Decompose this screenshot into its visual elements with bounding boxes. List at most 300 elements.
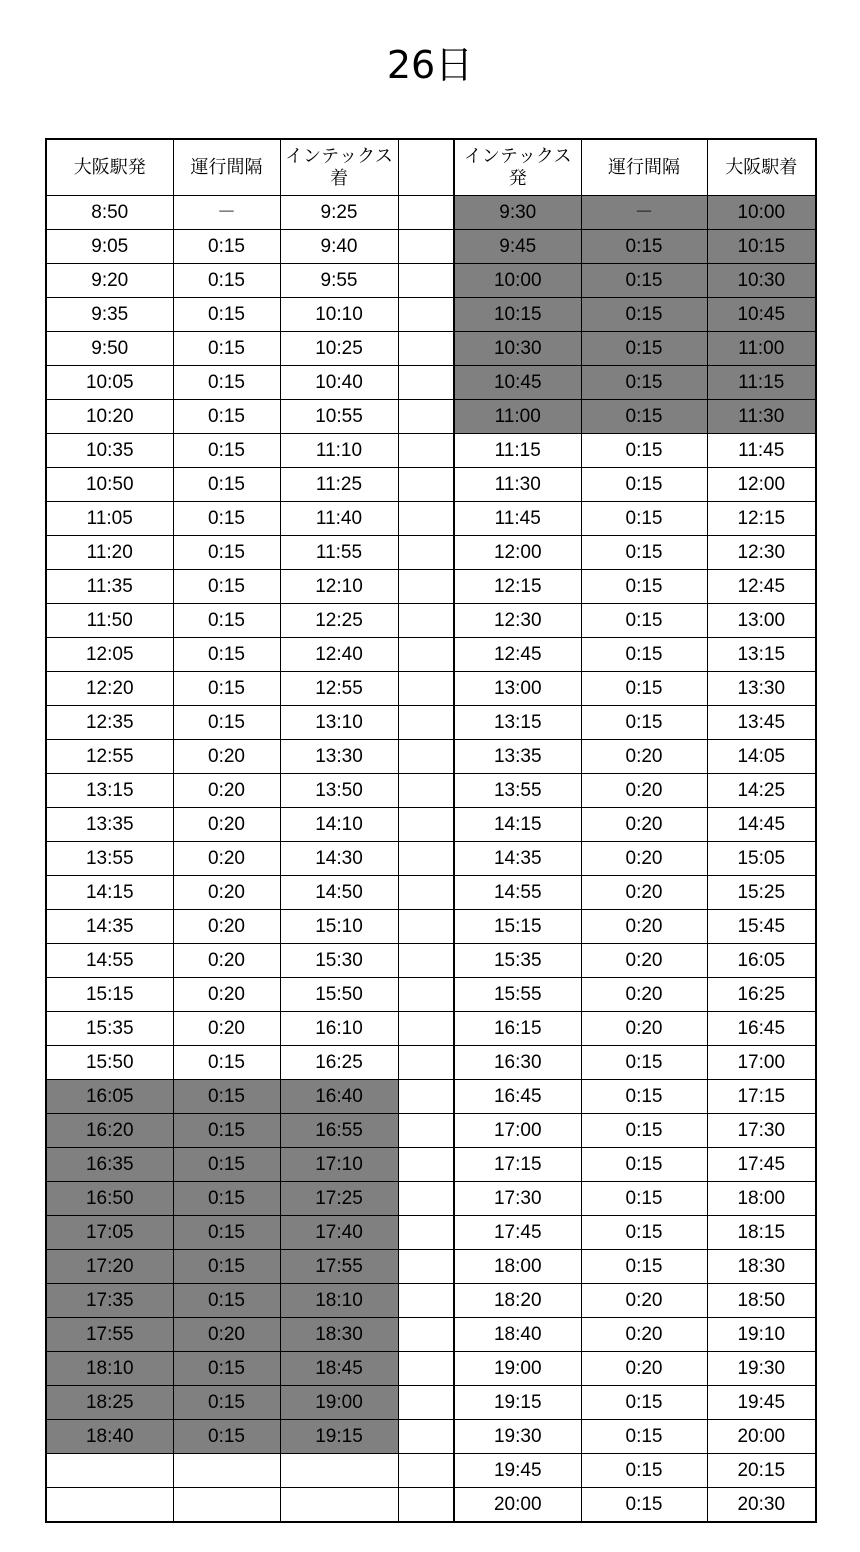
- table-row: [46, 1318, 816, 1352]
- cell-interval-outbound: 0:15: [173, 1386, 280, 1420]
- cell-interval-return: 0:20: [581, 1318, 707, 1352]
- cell-spacer: [398, 876, 454, 910]
- cell-osaka-arrival: 15:45: [707, 910, 816, 944]
- cell-interval-outbound: 0:15: [173, 706, 280, 740]
- cell-spacer: [398, 1488, 454, 1523]
- cell-interval-return: 0:15: [581, 298, 707, 332]
- cell-intex-departure: 10:45: [454, 366, 581, 400]
- cell-osaka-arrival: 13:30: [707, 672, 816, 706]
- cell-osaka-arrival: 16:25: [707, 978, 816, 1012]
- cell-osaka-departure: 16:20: [46, 1114, 173, 1148]
- cell-intex-arrival: 11:55: [280, 536, 398, 570]
- cell-intex-arrival: 11:40: [280, 502, 398, 536]
- cell-spacer: [398, 944, 454, 978]
- cell-spacer: [398, 1318, 454, 1352]
- cell-spacer: [398, 366, 454, 400]
- cell-intex-departure: 16:15: [454, 1012, 581, 1046]
- cell-interval-outbound: 0:20: [173, 978, 280, 1012]
- cell-intex-departure: 11:30: [454, 468, 581, 502]
- cell-spacer: [398, 1046, 454, 1080]
- header-interval-return: 運行間隔: [581, 139, 707, 196]
- cell-interval-return: 0:15: [581, 502, 707, 536]
- cell-osaka-arrival: 12:45: [707, 570, 816, 604]
- cell-osaka-departure: 13:15: [46, 774, 173, 808]
- cell-osaka-arrival: 20:00: [707, 1420, 816, 1454]
- cell-osaka-departure: 12:20: [46, 672, 173, 706]
- cell-osaka-departure: [46, 1454, 173, 1488]
- cell-osaka-arrival: 17:30: [707, 1114, 816, 1148]
- cell-osaka-departure: 10:50: [46, 468, 173, 502]
- cell-interval-outbound: 0:15: [173, 1420, 280, 1454]
- cell-osaka-departure: 11:05: [46, 502, 173, 536]
- cell-osaka-departure: 18:25: [46, 1386, 173, 1420]
- cell-interval-return: 0:20: [581, 1284, 707, 1318]
- cell-interval-return: 0:20: [581, 876, 707, 910]
- cell-osaka-arrival: 13:00: [707, 604, 816, 638]
- cell-osaka-arrival: 18:00: [707, 1182, 816, 1216]
- cell-osaka-arrival: 10:45: [707, 298, 816, 332]
- cell-spacer: [398, 434, 454, 468]
- cell-intex-arrival: 17:55: [280, 1250, 398, 1284]
- cell-osaka-departure: 15:50: [46, 1046, 173, 1080]
- cell-intex-arrival: 13:50: [280, 774, 398, 808]
- cell-osaka-arrival: 15:05: [707, 842, 816, 876]
- cell-intex-arrival: 15:50: [280, 978, 398, 1012]
- cell-interval-outbound: 0:15: [173, 502, 280, 536]
- cell-interval-return: 0:15: [581, 1454, 707, 1488]
- cell-interval-outbound: 0:15: [173, 604, 280, 638]
- table-row: [46, 230, 816, 264]
- cell-osaka-departure: 12:35: [46, 706, 173, 740]
- table-row: [46, 264, 816, 298]
- cell-intex-departure: 12:45: [454, 638, 581, 672]
- cell-osaka-arrival: 10:00: [707, 196, 816, 230]
- cell-osaka-arrival: 15:25: [707, 876, 816, 910]
- cell-interval-return: 0:20: [581, 944, 707, 978]
- cell-interval-outbound: 0:15: [173, 1080, 280, 1114]
- cell-interval-return: 0:20: [581, 774, 707, 808]
- cell-spacer: [398, 1352, 454, 1386]
- cell-intex-departure: 9:45: [454, 230, 581, 264]
- cell-intex-arrival: [280, 1488, 398, 1523]
- cell-osaka-arrival: 17:15: [707, 1080, 816, 1114]
- cell-interval-return: 0:15: [581, 1420, 707, 1454]
- table-row: [46, 468, 816, 502]
- cell-intex-departure: 19:30: [454, 1420, 581, 1454]
- cell-interval-outbound: －: [173, 196, 280, 230]
- cell-intex-departure: 11:00: [454, 400, 581, 434]
- cell-osaka-arrival: 13:45: [707, 706, 816, 740]
- table-row: [46, 706, 816, 740]
- cell-osaka-departure: 10:05: [46, 366, 173, 400]
- cell-spacer: [398, 570, 454, 604]
- header-row: [46, 139, 816, 196]
- cell-intex-departure: 17:00: [454, 1114, 581, 1148]
- cell-intex-arrival: 11:25: [280, 468, 398, 502]
- cell-intex-arrival: 12:40: [280, 638, 398, 672]
- cell-osaka-arrival: 14:05: [707, 740, 816, 774]
- cell-spacer: [398, 774, 454, 808]
- cell-osaka-departure: 9:05: [46, 230, 173, 264]
- cell-spacer: [398, 1114, 454, 1148]
- cell-intex-departure: 13:35: [454, 740, 581, 774]
- cell-interval-outbound: 0:15: [173, 366, 280, 400]
- cell-intex-arrival: 19:00: [280, 1386, 398, 1420]
- cell-interval-return: 0:15: [581, 1386, 707, 1420]
- cell-osaka-departure: 18:10: [46, 1352, 173, 1386]
- table-row: [46, 944, 816, 978]
- cell-spacer: [398, 1080, 454, 1114]
- cell-intex-departure: 10:15: [454, 298, 581, 332]
- header-osaka-departure: 大阪駅発: [46, 139, 173, 196]
- table-row: [46, 740, 816, 774]
- cell-interval-return: 0:20: [581, 842, 707, 876]
- cell-spacer: [398, 842, 454, 876]
- cell-interval-return: 0:15: [581, 1250, 707, 1284]
- cell-spacer: [398, 1148, 454, 1182]
- cell-interval-outbound: 0:15: [173, 1046, 280, 1080]
- cell-intex-arrival: 17:10: [280, 1148, 398, 1182]
- cell-intex-departure: 17:30: [454, 1182, 581, 1216]
- cell-interval-outbound: 0:20: [173, 842, 280, 876]
- cell-interval-return: 0:15: [581, 706, 707, 740]
- cell-osaka-departure: 13:55: [46, 842, 173, 876]
- table-row: [46, 1488, 816, 1523]
- cell-intex-arrival: 10:40: [280, 366, 398, 400]
- table-row: [46, 978, 816, 1012]
- header-spacer: [398, 139, 454, 196]
- cell-interval-return: 0:15: [581, 366, 707, 400]
- cell-intex-arrival: 16:40: [280, 1080, 398, 1114]
- table-row: [46, 196, 816, 230]
- cell-osaka-arrival: 19:45: [707, 1386, 816, 1420]
- cell-intex-departure: 20:00: [454, 1488, 581, 1523]
- cell-spacer: [398, 808, 454, 842]
- table-row: [46, 400, 816, 434]
- cell-interval-return: 0:15: [581, 1182, 707, 1216]
- cell-intex-departure: 14:15: [454, 808, 581, 842]
- cell-interval-outbound: 0:20: [173, 774, 280, 808]
- cell-interval-return: 0:20: [581, 1352, 707, 1386]
- cell-interval-return: 0:15: [581, 536, 707, 570]
- cell-osaka-departure: 11:35: [46, 570, 173, 604]
- cell-interval-return: 0:20: [581, 808, 707, 842]
- table-row: [46, 808, 816, 842]
- cell-intex-departure: 13:15: [454, 706, 581, 740]
- table-row: [46, 502, 816, 536]
- table-row: [46, 774, 816, 808]
- cell-interval-return: 0:15: [581, 1216, 707, 1250]
- cell-spacer: [398, 502, 454, 536]
- cell-spacer: [398, 740, 454, 774]
- cell-osaka-departure: 16:05: [46, 1080, 173, 1114]
- table-row: [46, 1216, 816, 1250]
- cell-intex-departure: 10:30: [454, 332, 581, 366]
- cell-intex-departure: 19:00: [454, 1352, 581, 1386]
- cell-intex-departure: 14:55: [454, 876, 581, 910]
- cell-osaka-arrival: 13:15: [707, 638, 816, 672]
- cell-spacer: [398, 672, 454, 706]
- cell-spacer: [398, 230, 454, 264]
- cell-interval-outbound: 0:15: [173, 264, 280, 298]
- cell-intex-departure: 15:35: [454, 944, 581, 978]
- cell-osaka-departure: 14:55: [46, 944, 173, 978]
- cell-interval-outbound: 0:15: [173, 570, 280, 604]
- cell-intex-arrival: 10:55: [280, 400, 398, 434]
- cell-osaka-departure: 14:15: [46, 876, 173, 910]
- cell-intex-arrival: 13:30: [280, 740, 398, 774]
- cell-interval-outbound: 0:20: [173, 740, 280, 774]
- cell-spacer: [398, 468, 454, 502]
- cell-interval-return: 0:15: [581, 468, 707, 502]
- cell-osaka-departure: 10:35: [46, 434, 173, 468]
- cell-interval-outbound: 0:15: [173, 1352, 280, 1386]
- cell-spacer: [398, 604, 454, 638]
- header-osaka-arrival: 大阪駅着: [707, 139, 816, 196]
- cell-osaka-arrival: 17:45: [707, 1148, 816, 1182]
- table-row: [46, 1352, 816, 1386]
- cell-interval-outbound: 0:15: [173, 1148, 280, 1182]
- table-row: [46, 536, 816, 570]
- cell-intex-departure: 15:15: [454, 910, 581, 944]
- cell-spacer: [398, 910, 454, 944]
- cell-interval-return: 0:15: [581, 1488, 707, 1523]
- cell-interval-return: 0:15: [581, 1080, 707, 1114]
- cell-intex-departure: 19:45: [454, 1454, 581, 1488]
- cell-intex-departure: 12:15: [454, 570, 581, 604]
- cell-osaka-departure: 11:50: [46, 604, 173, 638]
- cell-spacer: [398, 1182, 454, 1216]
- cell-interval-return: 0:15: [581, 264, 707, 298]
- cell-interval-outbound: 0:15: [173, 298, 280, 332]
- cell-osaka-departure: 17:20: [46, 1250, 173, 1284]
- cell-osaka-departure: 16:50: [46, 1182, 173, 1216]
- cell-spacer: [398, 196, 454, 230]
- cell-intex-arrival: 14:30: [280, 842, 398, 876]
- cell-spacer: [398, 298, 454, 332]
- cell-intex-arrival: 12:10: [280, 570, 398, 604]
- cell-osaka-arrival: 20:30: [707, 1488, 816, 1523]
- cell-interval-outbound: 0:15: [173, 434, 280, 468]
- cell-intex-arrival: 12:55: [280, 672, 398, 706]
- table-row: [46, 604, 816, 638]
- cell-spacer: [398, 1420, 454, 1454]
- cell-interval-return: －: [581, 196, 707, 230]
- cell-interval-outbound: [173, 1488, 280, 1523]
- cell-osaka-departure: 9:50: [46, 332, 173, 366]
- cell-interval-return: 0:20: [581, 910, 707, 944]
- cell-osaka-departure: [46, 1488, 173, 1523]
- cell-osaka-arrival: 19:30: [707, 1352, 816, 1386]
- cell-spacer: [398, 1250, 454, 1284]
- cell-intex-arrival: 16:25: [280, 1046, 398, 1080]
- cell-interval-return: 0:20: [581, 1012, 707, 1046]
- cell-osaka-departure: 12:05: [46, 638, 173, 672]
- cell-osaka-arrival: 11:30: [707, 400, 816, 434]
- cell-osaka-departure: 9:20: [46, 264, 173, 298]
- cell-interval-outbound: 0:15: [173, 1250, 280, 1284]
- cell-intex-arrival: [280, 1454, 398, 1488]
- cell-osaka-departure: 15:35: [46, 1012, 173, 1046]
- cell-intex-departure: 13:00: [454, 672, 581, 706]
- cell-osaka-arrival: 12:15: [707, 502, 816, 536]
- table-row: [46, 366, 816, 400]
- table-row: [46, 1080, 816, 1114]
- cell-intex-departure: 15:55: [454, 978, 581, 1012]
- cell-intex-departure: 17:45: [454, 1216, 581, 1250]
- table-row: [46, 1420, 816, 1454]
- cell-intex-departure: 12:30: [454, 604, 581, 638]
- cell-osaka-departure: 15:15: [46, 978, 173, 1012]
- cell-spacer: [398, 536, 454, 570]
- cell-intex-arrival: 17:40: [280, 1216, 398, 1250]
- cell-osaka-arrival: 20:15: [707, 1454, 816, 1488]
- table-row: [46, 842, 816, 876]
- cell-spacer: [398, 1284, 454, 1318]
- cell-osaka-arrival: 12:00: [707, 468, 816, 502]
- cell-intex-arrival: 9:55: [280, 264, 398, 298]
- cell-spacer: [398, 1216, 454, 1250]
- cell-interval-outbound: 0:15: [173, 638, 280, 672]
- cell-osaka-departure: 18:40: [46, 1420, 173, 1454]
- cell-intex-arrival: 16:10: [280, 1012, 398, 1046]
- cell-osaka-arrival: 12:30: [707, 536, 816, 570]
- table-row: [46, 638, 816, 672]
- cell-osaka-arrival: 18:15: [707, 1216, 816, 1250]
- cell-interval-return: 0:15: [581, 1148, 707, 1182]
- cell-osaka-arrival: 11:00: [707, 332, 816, 366]
- cell-intex-arrival: 15:10: [280, 910, 398, 944]
- cell-spacer: [398, 1454, 454, 1488]
- cell-intex-arrival: 18:45: [280, 1352, 398, 1386]
- cell-spacer: [398, 706, 454, 740]
- cell-osaka-arrival: 17:00: [707, 1046, 816, 1080]
- table-row: [46, 1114, 816, 1148]
- cell-interval-return: 0:15: [581, 400, 707, 434]
- cell-intex-arrival: 14:10: [280, 808, 398, 842]
- cell-osaka-arrival: 18:30: [707, 1250, 816, 1284]
- cell-osaka-arrival: 10:15: [707, 230, 816, 264]
- cell-intex-departure: 10:00: [454, 264, 581, 298]
- cell-intex-arrival: 10:25: [280, 332, 398, 366]
- cell-intex-arrival: 9:40: [280, 230, 398, 264]
- page-title: 26日: [386, 43, 474, 87]
- cell-interval-outbound: 0:15: [173, 536, 280, 570]
- cell-intex-departure: 12:00: [454, 536, 581, 570]
- cell-interval-return: 0:15: [581, 1114, 707, 1148]
- cell-osaka-departure: 17:05: [46, 1216, 173, 1250]
- table-row: [46, 1148, 816, 1182]
- cell-intex-arrival: 12:25: [280, 604, 398, 638]
- cell-intex-arrival: 10:10: [280, 298, 398, 332]
- cell-osaka-departure: 16:35: [46, 1148, 173, 1182]
- cell-osaka-arrival: 11:45: [707, 434, 816, 468]
- cell-interval-return: 0:20: [581, 740, 707, 774]
- table-row: [46, 1250, 816, 1284]
- cell-intex-arrival: 14:50: [280, 876, 398, 910]
- cell-intex-departure: 16:30: [454, 1046, 581, 1080]
- table-row: [46, 1284, 816, 1318]
- table-row: [46, 910, 816, 944]
- cell-interval-outbound: 0:15: [173, 332, 280, 366]
- cell-interval-return: 0:15: [581, 230, 707, 264]
- cell-interval-return: 0:15: [581, 672, 707, 706]
- cell-spacer: [398, 978, 454, 1012]
- cell-osaka-departure: 8:50: [46, 196, 173, 230]
- header-interval-outbound: 運行間隔: [173, 139, 280, 196]
- cell-intex-arrival: 18:30: [280, 1318, 398, 1352]
- cell-osaka-arrival: 16:45: [707, 1012, 816, 1046]
- cell-intex-arrival: 17:25: [280, 1182, 398, 1216]
- cell-interval-outbound: 0:15: [173, 672, 280, 706]
- cell-interval-outbound: 0:20: [173, 910, 280, 944]
- table-row: [46, 876, 816, 910]
- cell-intex-departure: 18:00: [454, 1250, 581, 1284]
- table-row: [46, 1182, 816, 1216]
- cell-interval-outbound: 0:20: [173, 808, 280, 842]
- cell-osaka-arrival: 16:05: [707, 944, 816, 978]
- cell-osaka-arrival: 10:30: [707, 264, 816, 298]
- cell-intex-arrival: 19:15: [280, 1420, 398, 1454]
- cell-intex-departure: 17:15: [454, 1148, 581, 1182]
- cell-spacer: [398, 332, 454, 366]
- cell-interval-return: 0:15: [581, 434, 707, 468]
- timetable: [45, 138, 817, 1523]
- cell-osaka-arrival: 14:45: [707, 808, 816, 842]
- cell-osaka-departure: 17:55: [46, 1318, 173, 1352]
- cell-intex-departure: 19:15: [454, 1386, 581, 1420]
- cell-interval-outbound: 0:20: [173, 1012, 280, 1046]
- cell-spacer: [398, 1012, 454, 1046]
- cell-spacer: [398, 264, 454, 298]
- cell-interval-outbound: [173, 1454, 280, 1488]
- cell-intex-departure: 11:15: [454, 434, 581, 468]
- cell-intex-arrival: 16:55: [280, 1114, 398, 1148]
- cell-osaka-departure: 14:35: [46, 910, 173, 944]
- cell-osaka-departure: 12:55: [46, 740, 173, 774]
- cell-osaka-arrival: 11:15: [707, 366, 816, 400]
- cell-intex-departure: 18:20: [454, 1284, 581, 1318]
- cell-interval-outbound: 0:15: [173, 1114, 280, 1148]
- cell-intex-departure: 14:35: [454, 842, 581, 876]
- cell-intex-arrival: 15:30: [280, 944, 398, 978]
- cell-osaka-departure: 13:35: [46, 808, 173, 842]
- cell-interval-return: 0:15: [581, 604, 707, 638]
- table-row: [46, 298, 816, 332]
- cell-interval-outbound: 0:20: [173, 1318, 280, 1352]
- cell-interval-return: 0:15: [581, 638, 707, 672]
- table-row: [46, 672, 816, 706]
- cell-interval-return: 0:15: [581, 332, 707, 366]
- cell-interval-outbound: 0:20: [173, 876, 280, 910]
- cell-intex-departure: 9:30: [454, 196, 581, 230]
- cell-interval-outbound: 0:15: [173, 1216, 280, 1250]
- cell-spacer: [398, 638, 454, 672]
- cell-intex-arrival: 18:10: [280, 1284, 398, 1318]
- cell-osaka-arrival: 18:50: [707, 1284, 816, 1318]
- table-row: [46, 1454, 816, 1488]
- cell-interval-return: 0:20: [581, 978, 707, 1012]
- cell-intex-arrival: 9:25: [280, 196, 398, 230]
- cell-osaka-arrival: 14:25: [707, 774, 816, 808]
- cell-intex-departure: 11:45: [454, 502, 581, 536]
- cell-intex-arrival: 11:10: [280, 434, 398, 468]
- cell-interval-return: 0:15: [581, 1046, 707, 1080]
- cell-intex-departure: 13:55: [454, 774, 581, 808]
- cell-interval-return: 0:15: [581, 570, 707, 604]
- cell-osaka-arrival: 19:10: [707, 1318, 816, 1352]
- cell-interval-outbound: 0:15: [173, 1284, 280, 1318]
